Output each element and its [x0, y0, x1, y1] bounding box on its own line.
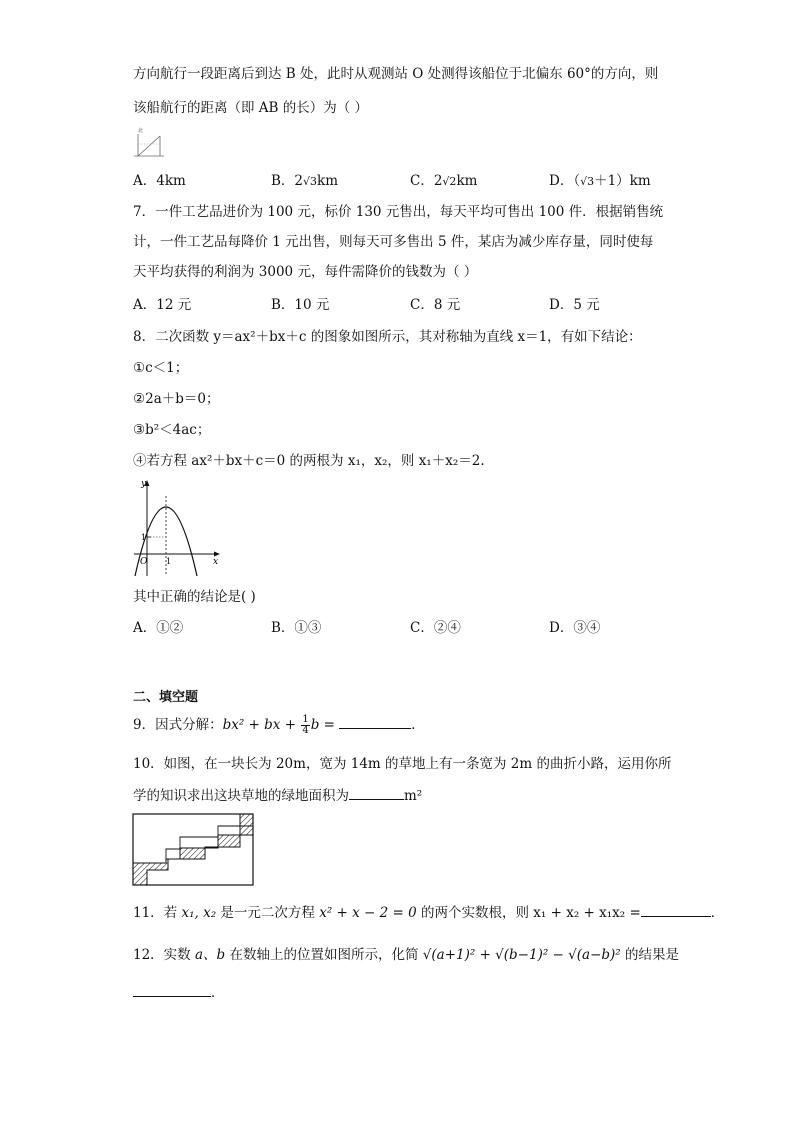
- x-tick-1-label: 1: [166, 557, 172, 566]
- q7-line-2: 计，一件工艺品每降价 1 元出售，则每天可多售出 5 件，某店为减少库存量，同时使每: [133, 234, 654, 250]
- sight-line: [138, 136, 160, 156]
- q10-lawn-figure: [132, 813, 254, 886]
- q10-line-2: 学的知识求出这块草地的绿地面积为 m²: [133, 785, 422, 806]
- y-tick-1-label: 1: [141, 533, 147, 542]
- q7-option-a: A．12 元: [133, 297, 192, 313]
- origin-label: O: [140, 557, 148, 567]
- q11: 11．若 x₁, x₂ 是一元二次方程 x² + x − 2 = 0 的两个实数根，则 x₁ + x₂ + x₁x₂ = ．: [133, 902, 724, 923]
- q9-fraction: $\frac{1}{4}$: [302, 714, 309, 736]
- q10-answer-blank[interactable]: [349, 785, 404, 800]
- q6-option-a: A．4km: [133, 173, 186, 189]
- q8-conclusion-2: ②2a＋b＝0；: [133, 391, 220, 407]
- q6-option-d: D．（√3＋1）km: [549, 173, 651, 189]
- q12-radical-expression: √(a+1)² + √(b−1)² − √(a−b)²: [422, 947, 621, 963]
- q6-figure: [132, 126, 166, 160]
- q7-option-c: C．8 元: [410, 297, 461, 313]
- q6-line-1: 方向航行一段距离后到达 B 处，此时从观测站 O 处测得该船位于北偏东 60°的方向，则: [133, 66, 659, 82]
- q8-option-a: A．①②: [133, 620, 184, 636]
- q8-parabola-graph: [130, 478, 225, 578]
- q8-conclusion-1: ①c＜1；: [133, 360, 189, 376]
- section-title: 二、填空题: [133, 690, 199, 705]
- q8-option-c: C．②④: [410, 620, 461, 636]
- q12-line-2: ．: [133, 982, 225, 1003]
- q6-option-c: C．2√2km: [410, 173, 478, 189]
- x-axis-label: x: [213, 557, 219, 567]
- q8-prompt: 其中正确的结论是( ): [133, 589, 256, 605]
- q8-option-d: D．③④: [549, 620, 601, 636]
- q11-answer-blank[interactable]: [641, 902, 711, 917]
- q6-option-b: B．2√3km: [271, 173, 339, 189]
- q12-answer-blank[interactable]: [133, 982, 211, 997]
- north-label: 北: [138, 128, 144, 134]
- q7-line-1: 7．一件工艺品进价为 100 元，标价 130 元售出，每天平均可售出 100 件．根据销售统: [133, 204, 664, 220]
- winding-path: [133, 814, 253, 885]
- q8-conclusion-4: ④若方程 ax²＋bx＋c＝0 的两根为 x₁，x₂，则 x₁＋x₂＝2.: [133, 453, 485, 469]
- y-axis-label: y: [141, 479, 147, 489]
- q7-line-3: 天平均获得的利润为 3000 元，每件需降价的钱数为（ ）: [133, 264, 478, 280]
- x-axis-arrow: [214, 552, 220, 557]
- q10-line-1: 10．如图，在一块长为 20m，宽为 14m 的草地上有一条宽为 2m 的曲折小路，运用你所: [133, 756, 672, 772]
- q9-answer-blank[interactable]: [339, 714, 411, 729]
- q8-line-1: 8．二次函数 y＝ax²＋bx＋c 的图象如图所示，其对称轴为直线 x＝1，有如下结论：: [133, 329, 642, 345]
- q6-line-2: 该船航行的距离（即 AB 的长）为（ ）: [133, 100, 369, 116]
- q7-option-d: D．5 元: [549, 297, 600, 313]
- q7-option-b: B．10 元: [271, 297, 330, 313]
- q9: 9．因式分解：bx² + bx + $\frac{1}{4}$ b = ．: [133, 714, 425, 736]
- q8-conclusion-3: ③b²＜4ac；: [133, 422, 211, 438]
- q12-line-1: 12．实数 a、b 在数轴上的位置如图所示，化简 √(a+1)² + √(b−1)² − √(a−b)² 的结果是: [133, 947, 680, 963]
- q8-option-b: B．①③: [271, 620, 322, 636]
